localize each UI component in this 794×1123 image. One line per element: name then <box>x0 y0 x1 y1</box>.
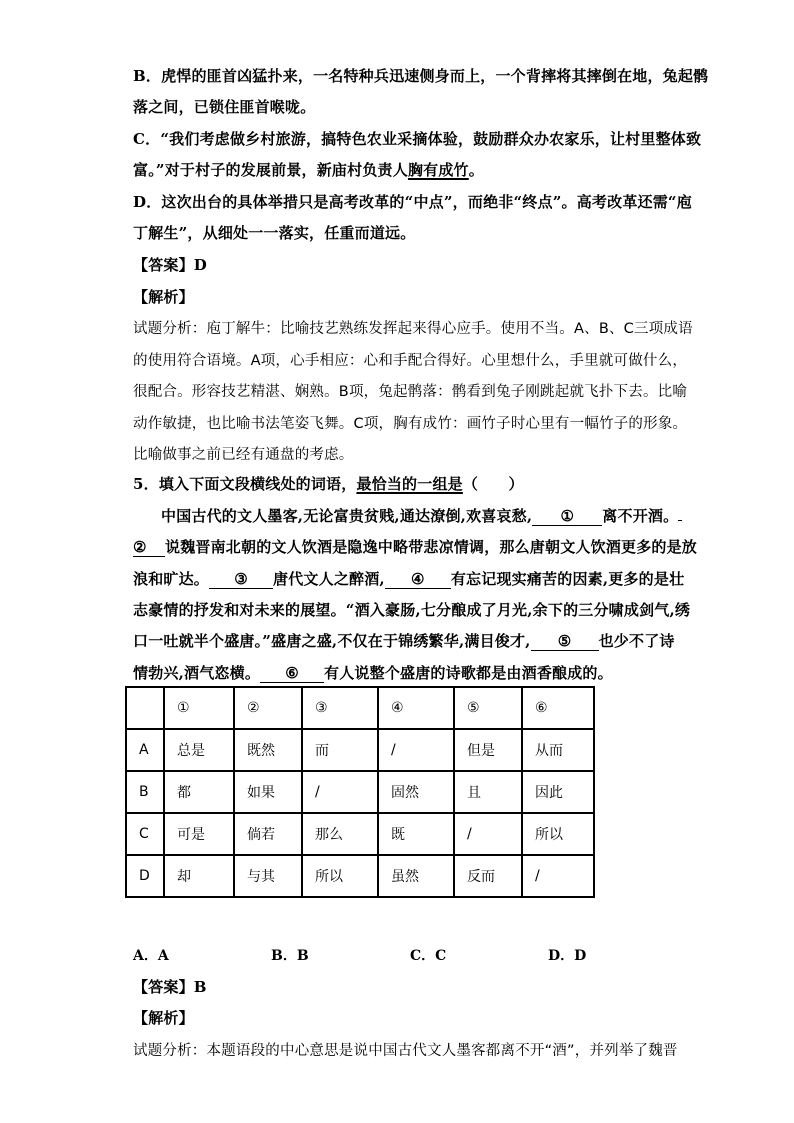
passage-text: 情勃兴,酒气恣横。 <box>133 664 261 682</box>
passage-line-2 <box>133 536 697 557</box>
q5-answer: 【答案】B <box>133 978 207 996</box>
choice-c[interactable]: C．C <box>410 948 447 964</box>
blank-1: ① <box>532 507 602 526</box>
q4-analysis-line-3: 很配合。形容技艺精湛、娴熟。B项，兔起鹘落：鹘看到兔子刚跳起就飞扑下去。比喻 <box>133 384 688 400</box>
blank-5: ⑤ <box>531 632 599 651</box>
options-table <box>125 686 595 898</box>
blank-2-start <box>678 520 682 521</box>
table-cell: 如果 <box>234 771 302 813</box>
q5-stem-part-1: 5．填入下面文段横线处的词语， <box>133 475 357 493</box>
passage-text: 说魏晋南北朝的文人饮酒是隐逸中略带悲凉情调，那么唐朝文人饮酒更多的是放 <box>165 538 698 556</box>
table-cell: / <box>454 813 522 855</box>
table-cell: 从而 <box>522 729 594 771</box>
blank-4: ④ <box>385 570 451 589</box>
option-c-line-1: C．“我们考虑做乡村旅游，搞特色农业采摘体验，鼓励群众办农家乐，让村里整体致 <box>133 130 702 148</box>
passage-text: 中国古代的文人墨客,无论富贵贫贱,通达潦倒,欢喜哀愁, <box>161 507 533 525</box>
table-cell: 都 <box>164 771 234 813</box>
passage-text: 有忘记现实痛苦的因素,更多的是壮 <box>450 570 685 588</box>
table-cell: 反而 <box>454 855 522 897</box>
choice-b[interactable]: B．B <box>271 948 309 964</box>
q4-analysis-line-1: 试题分析：庖丁解牛：比喻技艺熟练发挥起来得心应手。使用不当。A、B、C三项成语 <box>133 321 693 337</box>
q4-analysis-line-4: 动作敏捷，也比喻书法笔姿飞舞。C项，胸有成竹：画竹子时心里有一幅竹子的形象。 <box>133 416 688 432</box>
passage-text: 浪和旷达。 <box>133 570 210 588</box>
table-cell: 虽然 <box>378 855 454 897</box>
passage-text: 也少不了诗 <box>598 632 675 650</box>
blank-3: ③ <box>209 570 273 589</box>
table-cell: 且 <box>454 771 522 813</box>
table-cell: A <box>126 729 164 771</box>
choice-a[interactable]: A．A <box>133 948 169 964</box>
option-d-line-2: 丁解生”，从细处一一落实，任重而道远。 <box>133 224 416 242</box>
q4-analysis-line-5: 比喻做事之前已经有通盘的考虑。 <box>133 447 354 463</box>
q5-stem-paren: （ ） <box>462 475 524 493</box>
option-b-line-1: B．虎悍的匪首凶猛扑来，一名特种兵迅速侧身而上，一个背摔将其摔倒在地，兔起鹘 <box>133 67 709 85</box>
table-cell: 既然 <box>234 729 302 771</box>
table-cell <box>126 687 164 729</box>
table-cell: D <box>126 855 164 897</box>
table-cell: ③ <box>302 687 378 729</box>
passage-line-5 <box>133 630 675 651</box>
table-row <box>126 729 594 771</box>
table-header-row <box>126 687 594 729</box>
passage-line-6 <box>133 662 613 683</box>
q5-analysis-label: 【解析】 <box>133 1009 194 1027</box>
blank-6: ⑥ <box>260 664 324 683</box>
table-cell: 所以 <box>302 855 378 897</box>
q5-analysis-line-1: 试题分析：本题语段的中心意思是说中国古代文人墨客都离不开“酒”，并列举了魏晋 <box>133 1043 678 1059</box>
table-cell: ⑤ <box>454 687 522 729</box>
passage-text: 有人说整个盛唐的诗歌都是由酒香酿成的。 <box>324 664 613 682</box>
table-cell: 总是 <box>164 729 234 771</box>
passage-line-4: 志豪情的抒发和对未来的展望。“酒入豪肠,七分酿成了月光,余下的三分啸成剑气,绣 <box>133 601 691 619</box>
table-cell: ① <box>164 687 234 729</box>
table-row <box>126 855 594 897</box>
option-b-line-2: 落之间，已锁住匪首喉咙。 <box>133 98 316 116</box>
option-c-text: 富。”对于村子的发展前景，新庙村负责人 <box>133 161 408 179</box>
q5-stem-underlined: 最恰当的一组是 <box>356 475 463 493</box>
table-cell: ② <box>234 687 302 729</box>
table-cell: 既 <box>378 813 454 855</box>
table-cell: 与其 <box>234 855 302 897</box>
option-c-end: 。 <box>468 161 484 179</box>
table-cell: ⑥ <box>522 687 594 729</box>
q5-stem <box>133 473 524 494</box>
blank-2: ② <box>133 538 165 557</box>
passage-line-1 <box>161 505 682 526</box>
table-cell: 所以 <box>522 813 594 855</box>
table-cell: C <box>126 813 164 855</box>
table-cell: 那么 <box>302 813 378 855</box>
table-cell: B <box>126 771 164 813</box>
option-d-line-1: D．这次出台的具体举措只是高考改革的“中点”，而绝非“终点”。高考改革还需“庖 <box>133 193 692 211</box>
table-cell: 固然 <box>378 771 454 813</box>
passage-text: 唐代文人之醉酒, <box>273 570 385 588</box>
table-cell: 可是 <box>164 813 234 855</box>
table-cell: 倘若 <box>234 813 302 855</box>
choice-d[interactable]: D．D <box>548 948 587 964</box>
underlined-idiom: 胸有成竹 <box>407 161 469 179</box>
table-row <box>126 813 594 855</box>
table-cell: 但是 <box>454 729 522 771</box>
q4-answer: 【答案】D <box>133 256 208 274</box>
table-cell: 却 <box>164 855 234 897</box>
table-cell: 而 <box>302 729 378 771</box>
option-c-line-2 <box>133 159 484 180</box>
passage-text: 口一吐就半个盛唐。”盛唐之盛,不仅在于锦绣繁华,满目俊才, <box>133 632 531 650</box>
table-cell: / <box>522 855 594 897</box>
table-cell: 因此 <box>522 771 594 813</box>
table-cell: / <box>302 771 378 813</box>
q4-analysis-label: 【解析】 <box>133 288 194 306</box>
q4-analysis-line-2: 的使用符合语境。A项，心手相应：心和手配合得好。心里想什么，手里就可做什么， <box>133 353 688 369</box>
passage-text: 离不开酒。 <box>602 507 679 525</box>
table-cell: / <box>378 729 454 771</box>
table-row <box>126 771 594 813</box>
table-cell: ④ <box>378 687 454 729</box>
passage-line-3 <box>133 568 684 589</box>
